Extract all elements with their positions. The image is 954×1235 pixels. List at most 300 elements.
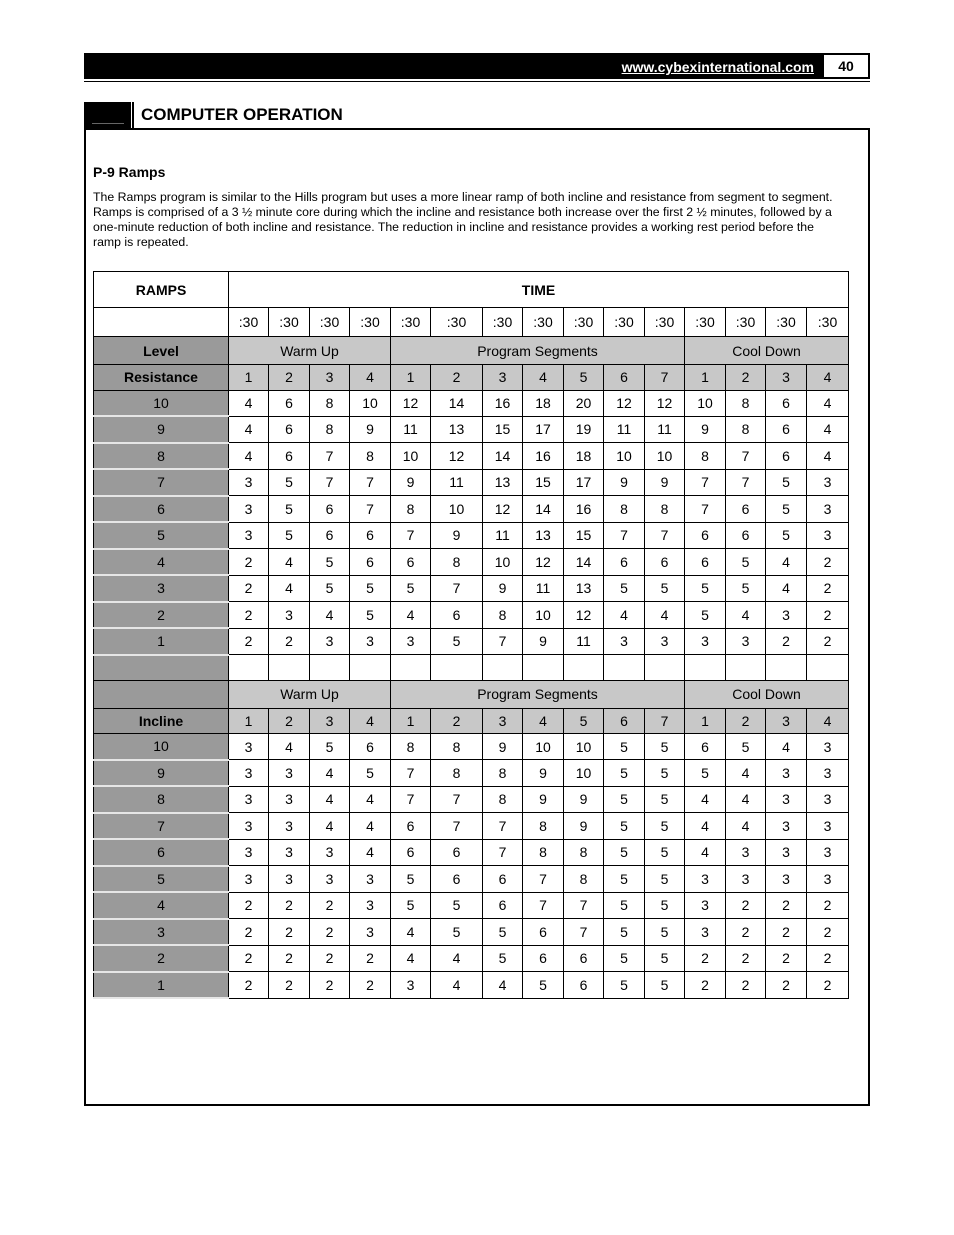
resistance-value-cell: 13 xyxy=(564,575,604,602)
resistance-value-cell: 3 xyxy=(391,628,431,655)
incline-value-cell: 4 xyxy=(685,813,726,840)
resistance-value-cell: 9 xyxy=(685,416,726,443)
incline-value-cell: 7 xyxy=(523,892,564,919)
incline-value-cell: 2 xyxy=(350,972,391,999)
incline-value-cell: 3 xyxy=(766,866,807,893)
incline-level-cell: 7 xyxy=(94,813,229,840)
incline-value-cell: 2 xyxy=(726,972,766,999)
incline-row xyxy=(94,760,849,787)
resistance-level-cell: 3 xyxy=(94,575,229,602)
resistance-row xyxy=(94,549,849,576)
section-title: COMPUTER OPERATION xyxy=(141,105,343,124)
resistance-level-cell: 2 xyxy=(94,602,229,629)
resistance-value-cell: 7 xyxy=(483,628,523,655)
resistance-value-cell: 7 xyxy=(350,496,391,523)
incline-value-cell: 2 xyxy=(310,892,350,919)
time-cell: :30 xyxy=(807,308,849,337)
segment-number-cell: 2 xyxy=(431,708,483,734)
resistance-value-cell: 9 xyxy=(523,628,564,655)
resistance-value-cell: 2 xyxy=(229,549,269,576)
incline-value-cell: 2 xyxy=(269,972,310,999)
resistance-value-cell: 8 xyxy=(350,443,391,470)
time-label: TIME xyxy=(229,272,849,308)
incline-value-cell: 5 xyxy=(645,972,685,999)
incline-value-cell: 8 xyxy=(564,839,604,866)
segment-number-cell: 1 xyxy=(685,365,726,391)
resistance-value-cell: 6 xyxy=(766,443,807,470)
incline-value-cell: 3 xyxy=(726,839,766,866)
resistance-value-cell: 12 xyxy=(431,443,483,470)
incline-value-cell: 3 xyxy=(766,760,807,787)
page-number: 40 xyxy=(824,55,868,77)
resistance-value-cell: 11 xyxy=(523,575,564,602)
resistance-value-cell: 8 xyxy=(310,416,350,443)
time-cell: :30 xyxy=(431,308,483,337)
segment-number-cell: 3 xyxy=(310,708,350,734)
program-title: P-9 Ramps xyxy=(93,164,166,180)
incline-value-cell: 2 xyxy=(726,945,766,972)
spacer-cell xyxy=(604,655,645,681)
resistance-value-cell: 7 xyxy=(726,443,766,470)
spacer-cell xyxy=(310,655,350,681)
incline-value-cell: 3 xyxy=(229,760,269,787)
spacer-cell xyxy=(350,655,391,681)
group-row-label: Level xyxy=(94,337,229,365)
incline-value-cell: 3 xyxy=(229,866,269,893)
incline-value-cell: 2 xyxy=(310,972,350,999)
segment-number-cell: 4 xyxy=(350,365,391,391)
incline-value-cell: 5 xyxy=(431,919,483,946)
segment-number-cell: 7 xyxy=(645,365,685,391)
resistance-value-cell: 2 xyxy=(229,628,269,655)
resistance-segment-row xyxy=(94,365,849,391)
resistance-value-cell: 2 xyxy=(229,575,269,602)
resistance-value-cell: 15 xyxy=(523,469,564,496)
segment-number-cell: 6 xyxy=(604,708,645,734)
resistance-value-cell: 6 xyxy=(310,522,350,549)
incline-value-cell: 2 xyxy=(766,892,807,919)
resistance-value-cell: 8 xyxy=(483,602,523,629)
resistance-value-cell: 13 xyxy=(483,469,523,496)
group-warm-up: Warm Up xyxy=(229,337,391,365)
resistance-value-cell: 4 xyxy=(391,602,431,629)
incline-value-cell: 5 xyxy=(483,945,523,972)
incline-value-cell: 9 xyxy=(523,760,564,787)
incline-level-cell: 10 xyxy=(94,734,229,760)
incline-value-cell: 5 xyxy=(604,813,645,840)
incline-value-cell: 3 xyxy=(229,734,269,760)
resistance-value-cell: 4 xyxy=(604,602,645,629)
incline-value-cell: 3 xyxy=(766,839,807,866)
incline-value-cell: 2 xyxy=(229,972,269,999)
resistance-row xyxy=(94,416,849,443)
resistance-value-cell: 3 xyxy=(229,522,269,549)
resistance-value-cell: 5 xyxy=(269,469,310,496)
incline-value-cell: 3 xyxy=(766,813,807,840)
group-program-segments: Program Segments xyxy=(391,680,685,708)
time-cell: :30 xyxy=(350,308,391,337)
incline-value-cell: 5 xyxy=(726,734,766,760)
resistance-value-cell: 4 xyxy=(269,575,310,602)
resistance-value-cell: 6 xyxy=(391,549,431,576)
incline-value-cell: 4 xyxy=(269,734,310,760)
incline-value-cell: 3 xyxy=(807,734,849,760)
group-row-label-blank xyxy=(94,680,229,708)
spacer-cell xyxy=(431,655,483,681)
incline-value-cell: 3 xyxy=(685,919,726,946)
resistance-value-cell: 4 xyxy=(310,602,350,629)
incline-value-cell: 4 xyxy=(350,813,391,840)
incline-value-cell: 7 xyxy=(431,786,483,813)
resistance-value-cell: 7 xyxy=(726,469,766,496)
resistance-value-cell: 5 xyxy=(645,575,685,602)
program-description: The Ramps program is similar to the Hills program but uses a more linear ramp of both incline and resistance from segment to segment. Ramps is comprised of a 3 ½ minute core during which the incline and resistance both increase over the first 2 ½ minutes, followed by a one-minute reduction of both incline and resistance. The reduction in incline and resistance provides a working rest period before the ramp is repeated. xyxy=(93,190,833,249)
resistance-value-cell: 6 xyxy=(645,549,685,576)
incline-value-cell: 10 xyxy=(523,734,564,760)
incline-value-cell: 6 xyxy=(523,919,564,946)
group-program-segments: Program Segments xyxy=(391,337,685,365)
incline-value-cell: 3 xyxy=(391,972,431,999)
resistance-value-cell: 7 xyxy=(350,469,391,496)
incline-value-cell: 3 xyxy=(269,866,310,893)
resistance-value-cell: 5 xyxy=(310,575,350,602)
incline-value-cell: 3 xyxy=(269,760,310,787)
resistance-value-cell: 13 xyxy=(431,416,483,443)
resistance-row xyxy=(94,602,849,629)
resistance-value-cell: 15 xyxy=(564,522,604,549)
resistance-value-cell: 7 xyxy=(431,575,483,602)
incline-value-cell: 5 xyxy=(645,839,685,866)
segment-number-cell: 2 xyxy=(431,365,483,391)
resistance-value-cell: 4 xyxy=(766,575,807,602)
incline-value-cell: 6 xyxy=(431,866,483,893)
resistance-value-cell: 5 xyxy=(766,522,807,549)
incline-value-cell: 8 xyxy=(523,839,564,866)
incline-value-cell: 3 xyxy=(766,786,807,813)
resistance-value-cell: 6 xyxy=(604,549,645,576)
incline-value-cell: 4 xyxy=(310,760,350,787)
time-cell: :30 xyxy=(391,308,431,337)
incline-value-cell: 10 xyxy=(564,760,604,787)
resistance-value-cell: 8 xyxy=(685,443,726,470)
time-cell: :30 xyxy=(645,308,685,337)
incline-value-cell: 3 xyxy=(269,839,310,866)
segment-number-cell: 7 xyxy=(645,708,685,734)
resistance-value-cell: 4 xyxy=(645,602,685,629)
incline-value-cell: 4 xyxy=(726,786,766,813)
resistance-value-cell: 3 xyxy=(350,628,391,655)
resistance-value-cell: 10 xyxy=(350,390,391,416)
incline-value-cell: 6 xyxy=(431,839,483,866)
incline-value-cell: 4 xyxy=(685,839,726,866)
resistance-level-cell: 9 xyxy=(94,416,229,443)
resistance-level-cell: 6 xyxy=(94,496,229,523)
incline-value-cell: 3 xyxy=(807,760,849,787)
incline-value-cell: 2 xyxy=(807,919,849,946)
resistance-value-cell: 7 xyxy=(685,496,726,523)
incline-value-cell: 9 xyxy=(564,786,604,813)
segment-number-cell: 5 xyxy=(564,708,604,734)
incline-value-cell: 3 xyxy=(726,866,766,893)
resistance-value-cell: 11 xyxy=(483,522,523,549)
incline-value-cell: 3 xyxy=(269,786,310,813)
resistance-row xyxy=(94,469,849,496)
incline-value-cell: 4 xyxy=(310,813,350,840)
resistance-level-cell: 1 xyxy=(94,628,229,655)
incline-value-cell: 2 xyxy=(807,892,849,919)
resistance-value-cell: 9 xyxy=(604,469,645,496)
incline-value-cell: 4 xyxy=(350,839,391,866)
resistance-value-cell: 4 xyxy=(807,390,849,416)
resistance-value-cell: 13 xyxy=(523,522,564,549)
segment-number-cell: 6 xyxy=(604,365,645,391)
incline-value-cell: 3 xyxy=(807,839,849,866)
segment-number-cell: 3 xyxy=(483,365,523,391)
spacer-label-cell xyxy=(94,655,229,681)
resistance-value-cell: 10 xyxy=(604,443,645,470)
incline-value-cell: 6 xyxy=(391,813,431,840)
incline-value-cell: 2 xyxy=(229,945,269,972)
resistance-value-cell: 14 xyxy=(523,496,564,523)
spacer-cell xyxy=(564,655,604,681)
incline-value-cell: 5 xyxy=(645,760,685,787)
resistance-value-cell: 5 xyxy=(726,549,766,576)
resistance-value-cell: 3 xyxy=(604,628,645,655)
website-link[interactable]: www.cybexinternational.com xyxy=(621,59,814,75)
time-cell: :30 xyxy=(604,308,645,337)
time-row xyxy=(94,308,849,337)
segment-number-cell: 2 xyxy=(269,365,310,391)
segment-number-cell: 4 xyxy=(523,365,564,391)
incline-value-cell: 5 xyxy=(645,786,685,813)
incline-value-cell: 2 xyxy=(766,972,807,999)
ramps-table xyxy=(93,271,849,999)
segment-number-cell: 1 xyxy=(229,365,269,391)
incline-value-cell: 8 xyxy=(483,786,523,813)
incline-row xyxy=(94,734,849,760)
incline-row xyxy=(94,919,849,946)
incline-value-cell: 5 xyxy=(604,734,645,760)
incline-value-cell: 5 xyxy=(645,945,685,972)
segment-number-cell: 1 xyxy=(391,708,431,734)
incline-value-cell: 5 xyxy=(645,813,685,840)
time-cell: :30 xyxy=(726,308,766,337)
spacer-cell xyxy=(685,655,726,681)
resistance-value-cell: 12 xyxy=(523,549,564,576)
resistance-value-cell: 18 xyxy=(564,443,604,470)
resistance-value-cell: 4 xyxy=(269,549,310,576)
incline-value-cell: 8 xyxy=(431,734,483,760)
resistance-value-cell: 6 xyxy=(350,522,391,549)
segment-number-cell: 2 xyxy=(726,708,766,734)
incline-value-cell: 3 xyxy=(229,839,269,866)
resistance-value-cell: 3 xyxy=(310,628,350,655)
resistance-value-cell: 7 xyxy=(645,522,685,549)
resistance-value-cell: 6 xyxy=(685,522,726,549)
incline-value-cell: 5 xyxy=(391,866,431,893)
incline-value-cell: 2 xyxy=(229,919,269,946)
segment-number-cell: 1 xyxy=(229,708,269,734)
resistance-value-cell: 16 xyxy=(523,443,564,470)
incline-value-cell: 8 xyxy=(564,866,604,893)
segment-number-cell: 4 xyxy=(807,708,849,734)
section-marker-block xyxy=(84,102,131,128)
incline-value-cell: 7 xyxy=(564,919,604,946)
incline-value-cell: 5 xyxy=(310,734,350,760)
resistance-value-cell: 4 xyxy=(766,549,807,576)
resistance-value-cell: 10 xyxy=(645,443,685,470)
incline-value-cell: 5 xyxy=(645,866,685,893)
page-header-bar xyxy=(84,53,870,79)
incline-value-cell: 2 xyxy=(269,919,310,946)
incline-value-cell: 7 xyxy=(523,866,564,893)
incline-value-cell: 5 xyxy=(604,892,645,919)
incline-value-cell: 9 xyxy=(483,734,523,760)
incline-value-cell: 2 xyxy=(766,945,807,972)
incline-value-cell: 5 xyxy=(685,760,726,787)
resistance-value-cell: 6 xyxy=(685,549,726,576)
incline-value-cell: 3 xyxy=(350,866,391,893)
resistance-value-cell: 10 xyxy=(523,602,564,629)
incline-value-cell: 2 xyxy=(685,945,726,972)
resistance-value-cell: 2 xyxy=(269,628,310,655)
segment-number-cell: 1 xyxy=(685,708,726,734)
incline-value-cell: 10 xyxy=(564,734,604,760)
corner-label: RAMPS xyxy=(94,272,229,308)
incline-level-cell: 6 xyxy=(94,839,229,866)
incline-level-cell: 1 xyxy=(94,972,229,999)
resistance-value-cell: 5 xyxy=(685,575,726,602)
incline-value-cell: 3 xyxy=(229,813,269,840)
incline-value-cell: 3 xyxy=(685,866,726,893)
resistance-value-cell: 12 xyxy=(564,602,604,629)
incline-value-cell: 3 xyxy=(807,786,849,813)
incline-value-cell: 4 xyxy=(726,760,766,787)
resistance-value-cell: 18 xyxy=(523,390,564,416)
incline-value-cell: 2 xyxy=(269,945,310,972)
incline-value-cell: 4 xyxy=(726,813,766,840)
resistance-value-cell: 3 xyxy=(726,628,766,655)
resistance-value-cell: 6 xyxy=(726,496,766,523)
incline-value-cell: 8 xyxy=(431,760,483,787)
resistance-value-cell: 2 xyxy=(807,602,849,629)
resistance-value-cell: 10 xyxy=(431,496,483,523)
incline-value-cell: 2 xyxy=(229,892,269,919)
time-row-blank xyxy=(94,308,229,337)
incline-value-cell: 2 xyxy=(310,919,350,946)
resistance-value-cell: 6 xyxy=(766,390,807,416)
incline-value-cell: 5 xyxy=(604,839,645,866)
time-cell: :30 xyxy=(310,308,350,337)
resistance-row xyxy=(94,390,849,416)
resistance-value-cell: 2 xyxy=(807,628,849,655)
section-marker-line xyxy=(92,123,124,124)
incline-level-cell: 3 xyxy=(94,919,229,946)
incline-value-cell: 4 xyxy=(685,786,726,813)
incline-value-cell: 9 xyxy=(564,813,604,840)
incline-value-cell: 2 xyxy=(766,919,807,946)
spacer-row xyxy=(94,655,849,681)
incline-level-cell: 8 xyxy=(94,786,229,813)
group-cool-down: Cool Down xyxy=(685,680,849,708)
resistance-value-cell: 12 xyxy=(645,390,685,416)
incline-value-cell: 8 xyxy=(523,813,564,840)
resistance-value-cell: 10 xyxy=(685,390,726,416)
incline-value-cell: 3 xyxy=(229,786,269,813)
resistance-value-cell: 5 xyxy=(431,628,483,655)
resistance-value-cell: 16 xyxy=(483,390,523,416)
incline-value-cell: 3 xyxy=(269,813,310,840)
segment-number-cell: 5 xyxy=(564,365,604,391)
segment-number-cell: 4 xyxy=(807,365,849,391)
resistance-value-cell: 2 xyxy=(229,602,269,629)
resistance-value-cell: 7 xyxy=(310,443,350,470)
header-divider xyxy=(84,81,870,82)
resistance-value-cell: 8 xyxy=(604,496,645,523)
resistance-value-cell: 9 xyxy=(645,469,685,496)
group-cool-down: Cool Down xyxy=(685,337,849,365)
resistance-value-cell: 5 xyxy=(269,522,310,549)
incline-row xyxy=(94,839,849,866)
incline-row xyxy=(94,813,849,840)
incline-level-cell: 5 xyxy=(94,866,229,893)
incline-row xyxy=(94,866,849,893)
resistance-value-cell: 3 xyxy=(766,602,807,629)
incline-segment-row xyxy=(94,708,849,734)
incline-value-cell: 5 xyxy=(350,760,391,787)
resistance-value-cell: 3 xyxy=(685,628,726,655)
incline-value-cell: 8 xyxy=(483,760,523,787)
incline-value-cell: 4 xyxy=(431,972,483,999)
resistance-value-cell: 11 xyxy=(564,628,604,655)
time-cell: :30 xyxy=(685,308,726,337)
incline-value-cell: 5 xyxy=(483,919,523,946)
incline-row xyxy=(94,892,849,919)
resistance-level-cell: 10 xyxy=(94,390,229,416)
incline-value-cell: 5 xyxy=(604,866,645,893)
resistance-value-cell: 11 xyxy=(391,416,431,443)
resistance-value-cell: 2 xyxy=(807,549,849,576)
incline-value-cell: 7 xyxy=(564,892,604,919)
segment-number-cell: 4 xyxy=(350,708,391,734)
resistance-value-cell: 11 xyxy=(645,416,685,443)
resistance-value-cell: 6 xyxy=(310,496,350,523)
incline-value-cell: 3 xyxy=(310,866,350,893)
incline-value-cell: 6 xyxy=(685,734,726,760)
time-cell: :30 xyxy=(564,308,604,337)
segment-number-cell: 3 xyxy=(766,708,807,734)
resistance-value-cell: 6 xyxy=(766,416,807,443)
incline-row xyxy=(94,972,849,999)
incline-value-cell: 7 xyxy=(483,813,523,840)
incline-value-cell: 4 xyxy=(391,945,431,972)
resistance-value-cell: 4 xyxy=(229,416,269,443)
incline-value-cell: 4 xyxy=(350,786,391,813)
resistance-value-cell: 3 xyxy=(807,496,849,523)
group-warm-up: Warm Up xyxy=(229,680,391,708)
incline-value-cell: 4 xyxy=(391,919,431,946)
section-separator xyxy=(132,102,134,128)
incline-value-cell: 4 xyxy=(431,945,483,972)
resistance-value-cell: 5 xyxy=(391,575,431,602)
resistance-value-cell: 7 xyxy=(604,522,645,549)
incline-value-cell: 5 xyxy=(645,892,685,919)
resistance-value-cell: 10 xyxy=(391,443,431,470)
resistance-level-cell: 7 xyxy=(94,469,229,496)
time-cell: :30 xyxy=(229,308,269,337)
incline-value-cell: 2 xyxy=(807,945,849,972)
incline-value-cell: 3 xyxy=(685,892,726,919)
